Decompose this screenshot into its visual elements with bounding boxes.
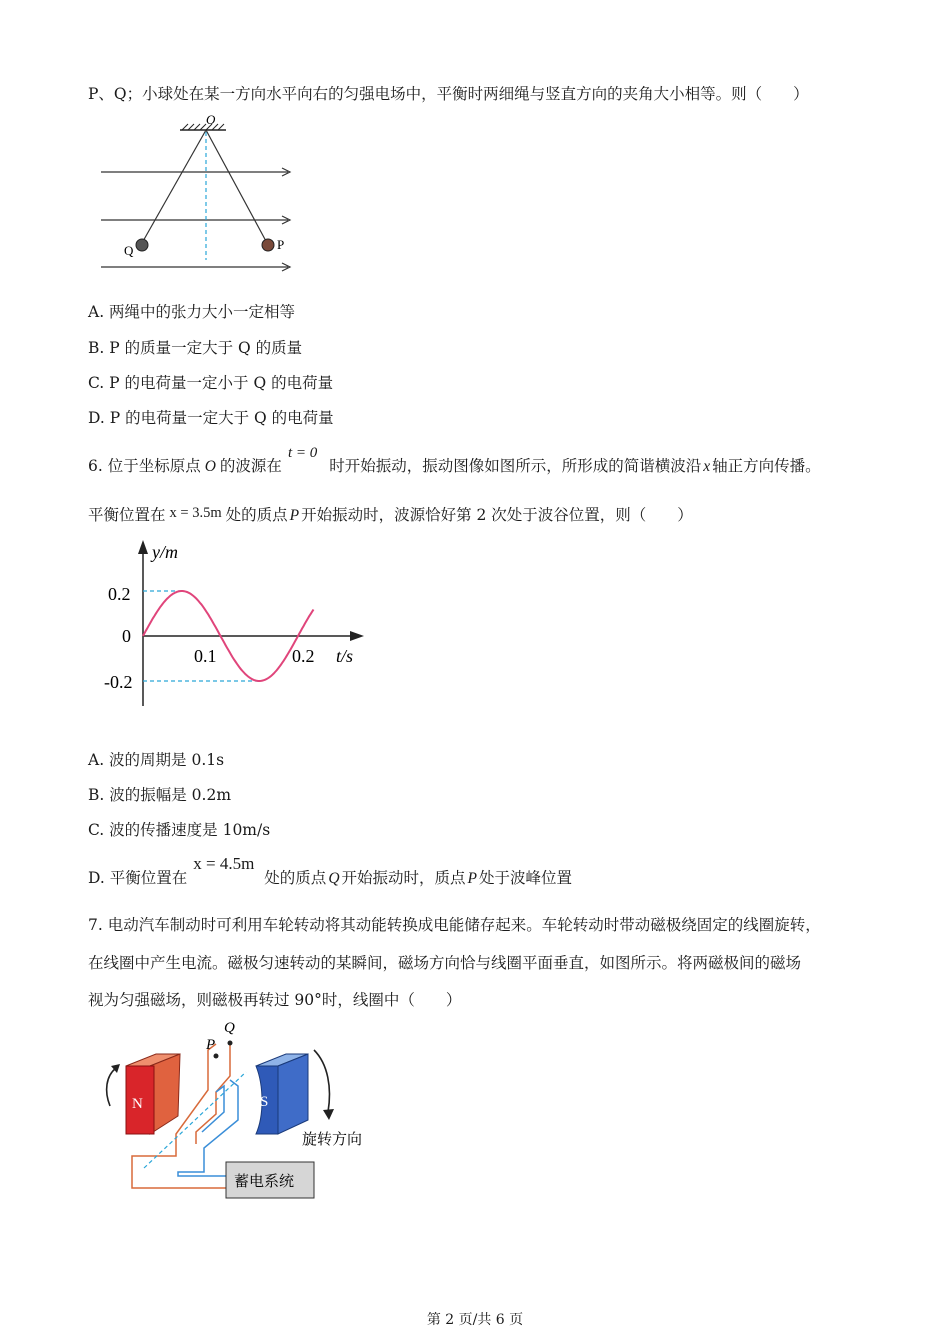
- q6-option-b: B. 波的振幅是 0.2m: [88, 786, 232, 804]
- q5-option-c: C. P 的电荷量一定小于 Q 的电荷量: [88, 374, 334, 392]
- label-storage: 蓄电系统: [234, 1172, 295, 1190]
- label-S: S: [260, 1094, 269, 1110]
- label-P: P: [206, 1037, 216, 1053]
- chart-ytick-neg02: -0.2: [104, 672, 133, 692]
- chart-ytick-02: 0.2: [108, 584, 131, 604]
- q7-generator-figure: [96, 1016, 396, 1206]
- q6-option-a: A. 波的周期是 0.1s: [88, 751, 225, 769]
- q7-stem-line1: 7. 电动汽车制动时可利用车轮转动将其动能转换成电能储存起来。车轮转动时带动磁极绕固定的线圈旋转，: [88, 916, 821, 934]
- q5-option-d: D. P 的电荷量一定大于 Q 的电荷量: [88, 409, 334, 427]
- q6-stem-line2: 平衡位置在 x = 3.5m 处的质点 P 开始振动时，波源恰好第 2 次处于波谷位置，则（ ）: [88, 505, 693, 524]
- q5-label-P: P: [277, 237, 285, 252]
- chart-ylabel: y/m: [152, 542, 178, 562]
- q6-option-d: D. 平衡位置在x = 4.5m处的质点 Q 开始振动时，质点 P 处于波峰位置: [88, 854, 573, 887]
- q7-stem-line3: 视为匀强磁场，则磁极再转过 90°时，线圈中（ ）: [88, 991, 462, 1009]
- chart-xtick-02: 0.2: [292, 646, 315, 666]
- q5-label-O: O: [206, 112, 216, 127]
- chart-xtick-01: 0.1: [194, 646, 217, 666]
- chart-ytick-0: 0: [122, 626, 131, 646]
- q5-option-b: B. P 的质量一定大于 Q 的质量: [88, 339, 303, 357]
- ball-P: [262, 239, 274, 251]
- q5-option-a: A. 两绳中的张力大小一定相等: [88, 303, 296, 321]
- q5-label-Q: Q: [124, 243, 134, 258]
- q6-option-c: C. 波的传播速度是 10m/s: [88, 821, 271, 839]
- chart-xlabel: t/s: [336, 646, 354, 666]
- label-N: N: [132, 1096, 143, 1112]
- label-rotation: 旋转方向: [302, 1130, 363, 1148]
- page-footer: 第 2 页/共 6 页: [426, 1312, 524, 1328]
- label-Q: Q: [224, 1020, 235, 1036]
- q6-stem-line1: 6. 位于坐标原点 O 的波源在t = 0时开始振动，振动图像如图所示，所形成的简谐横波沿 x 轴正方向传播。: [88, 445, 821, 475]
- q5-stem: P、Q；小球处在某一方向水平向右的匀强电场中，平衡时两细绳与竖直方向的夹角大小相等。则（ ）: [88, 85, 809, 103]
- q7-stem-line2: 在线圈中产生电流。磁极匀速转动的某瞬间，磁场方向恰与线圈平面垂直，如图所示。将两磁极间的磁场: [88, 954, 802, 972]
- q5-figure: [98, 110, 298, 280]
- ball-Q: [136, 239, 148, 251]
- q6-vibration-chart: [100, 536, 370, 716]
